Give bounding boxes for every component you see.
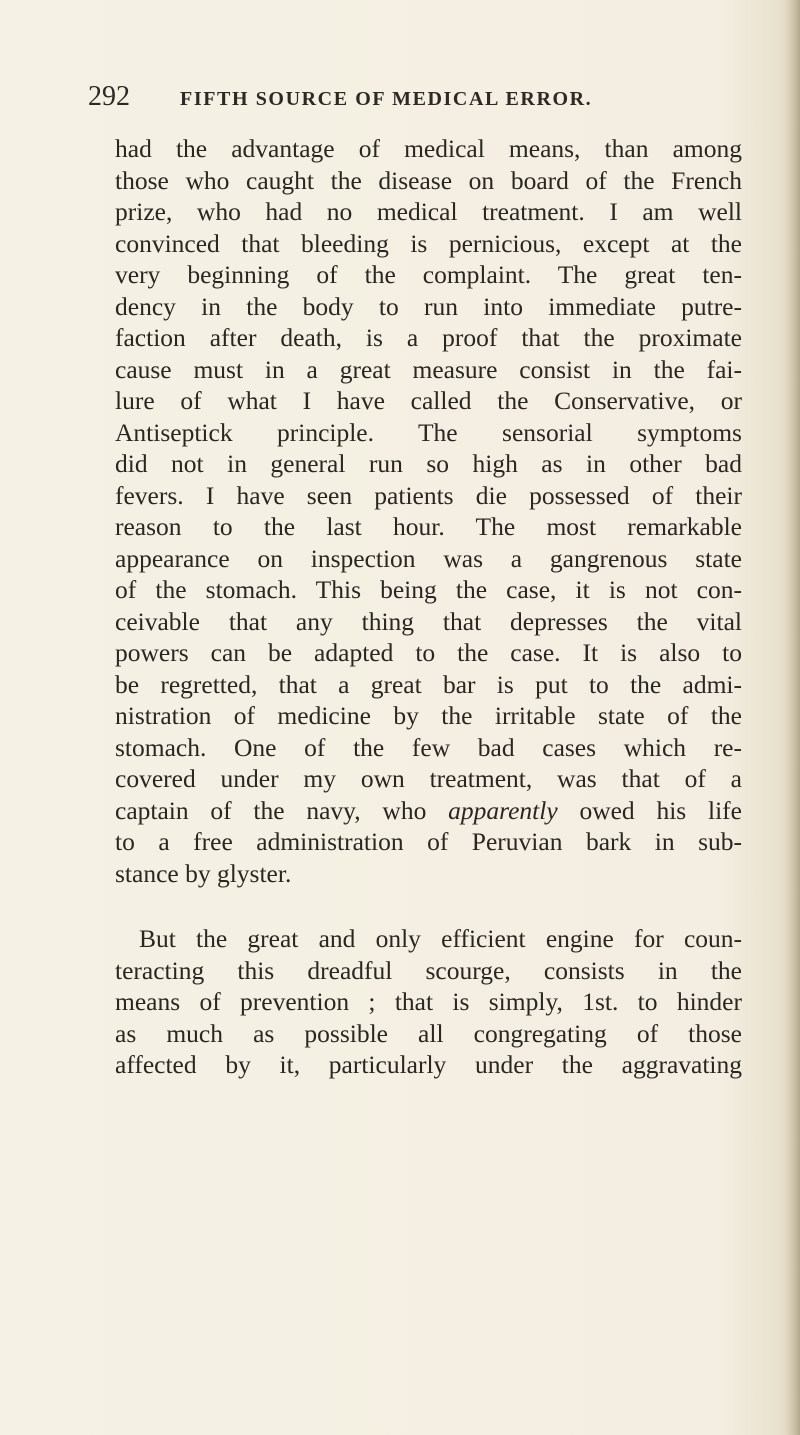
text-line: But the great and only efficient engine for coun- xyxy=(139,924,742,953)
text-line: had the advantage of medical means, than among xyxy=(115,134,742,163)
text-line: dency in the body to run into immediate putre- xyxy=(115,291,742,321)
text-line: appearance on inspection was a gangrenous state xyxy=(115,543,742,573)
page-number: 292 xyxy=(88,81,130,112)
text-line: reason to the last hour. The most remarkable xyxy=(115,512,742,541)
text-line: lure of what I have called the Conservative, or xyxy=(115,386,742,415)
text-line: cause must in a great measure consist in the fai- xyxy=(115,354,742,384)
text-line: as much as possible all congregating of those xyxy=(115,1018,742,1048)
text-line: means of prevention ; that is simply, 1st. to hinder xyxy=(115,987,742,1016)
italic-word: apparently xyxy=(448,795,558,825)
text-line: those who caught the disease on board of the French xyxy=(115,165,742,195)
page-header xyxy=(88,80,748,120)
text-line: faction after death, is a proof that the proximate xyxy=(115,323,742,352)
text-line: did not in general run so high as in other bad xyxy=(115,449,742,478)
text-line-emphasis xyxy=(115,795,742,827)
running-head: FIFTH SOURCE OF MEDICAL ERROR. xyxy=(180,88,593,110)
text-line: fevers. I have seen patients die possessed of their xyxy=(115,480,742,510)
text-line: covered under my own treatment, was that of a xyxy=(115,764,742,793)
page-edge-shadow xyxy=(786,0,800,1435)
text-line: prize, who had no medical treatment. I am well xyxy=(115,197,742,226)
text-line: very beginning of the complaint. The great ten- xyxy=(115,260,742,289)
paragraph-1 xyxy=(115,133,742,889)
text-line: nistration of medicine by the irritable state of the xyxy=(115,701,742,730)
body-text xyxy=(115,133,742,1081)
text-line: be regretted, that a great bar is put to the admi- xyxy=(115,669,742,699)
text-line: ceivable that any thing that depresses the vital xyxy=(115,606,742,636)
text-segment: captain of the navy, who xyxy=(115,795,449,825)
paragraph-2 xyxy=(115,923,742,1081)
paragraph-gap xyxy=(115,889,742,923)
text-line: to a free administration of Peruvian bark in sub- xyxy=(115,827,742,856)
text-line: powers can be adapted to the case. It is also to xyxy=(115,638,742,667)
text-line: stomach. One of the few bad cases which re- xyxy=(115,732,742,762)
text-segment: owed his life xyxy=(557,795,742,825)
text-line: Antiseptick principle. The sensorial symptoms xyxy=(115,417,742,447)
text-line: of the stomach. This being the case, it is not con- xyxy=(115,575,742,604)
text-line: stance by glyster. xyxy=(115,858,292,888)
text-line: affected by it, particularly under the aggravating xyxy=(115,1050,742,1079)
text-line: convinced that bleeding is pernicious, except at the xyxy=(115,228,742,258)
text-line: teracting this dreadful scourge, consists in the xyxy=(115,955,742,985)
